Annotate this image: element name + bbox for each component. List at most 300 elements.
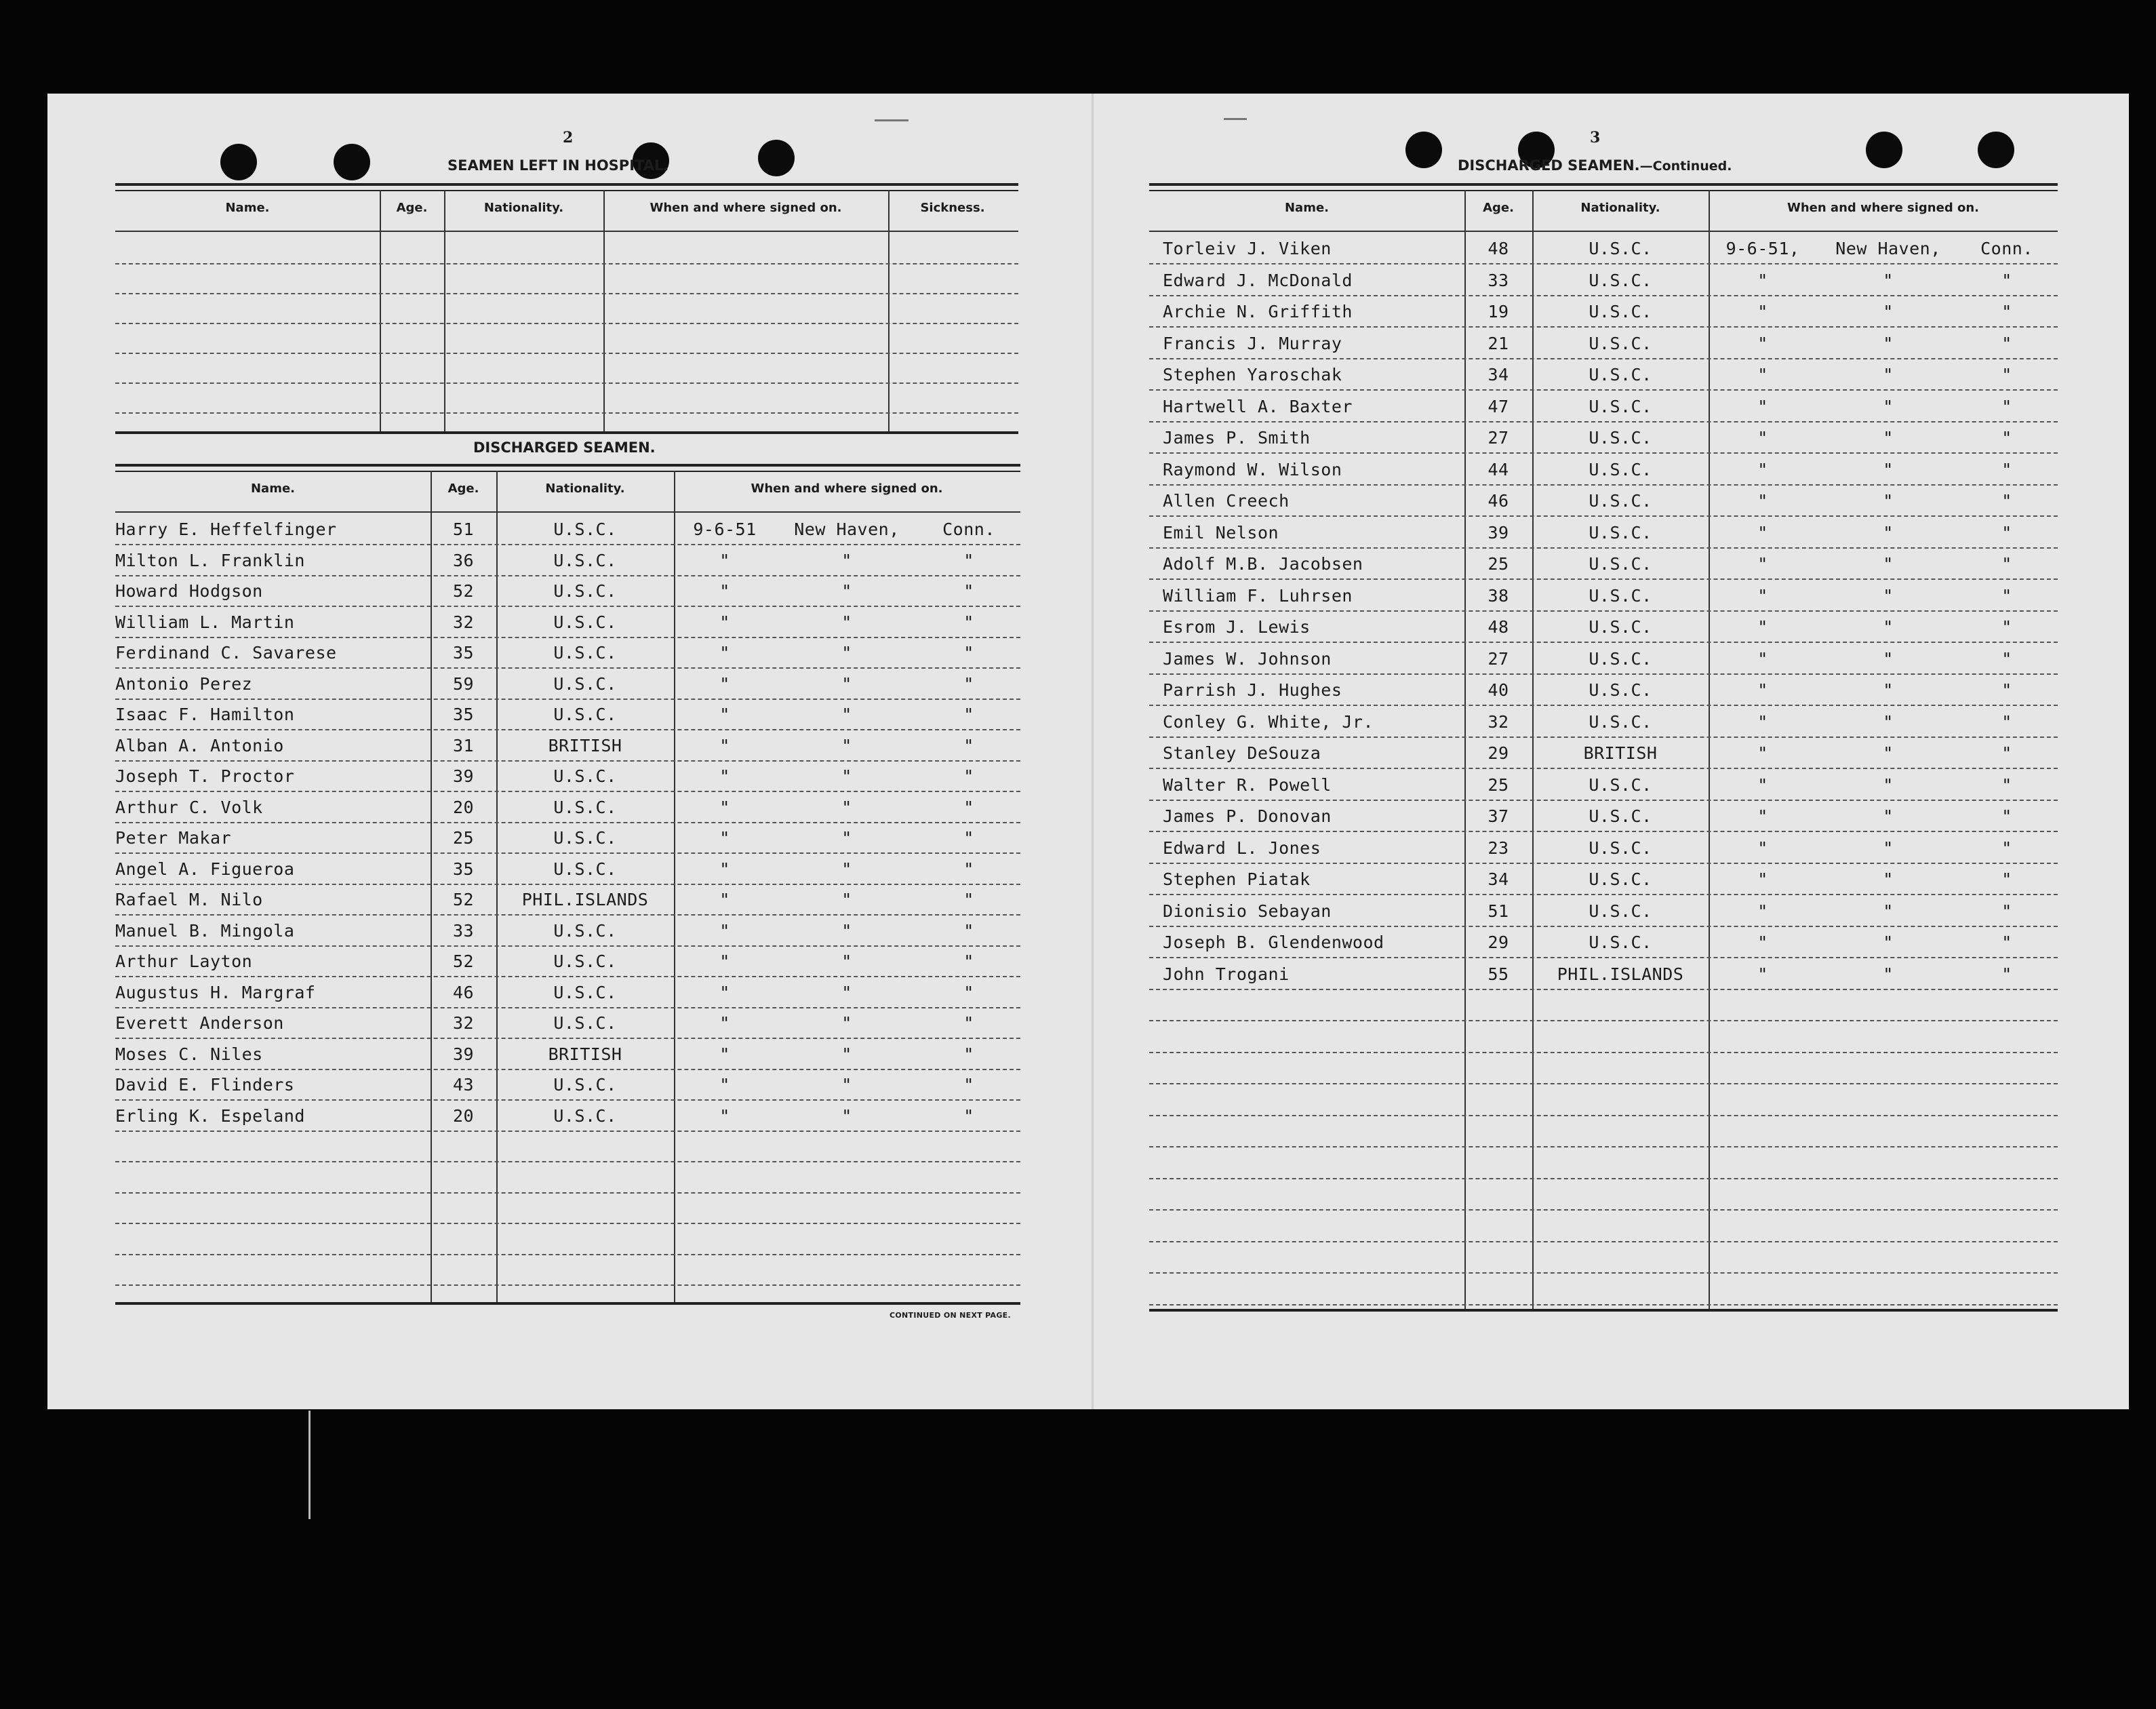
seaman-nationality: U.S.C. — [1589, 333, 1652, 353]
section-title-text: DISCHARGED SEAMEN. — [1458, 157, 1640, 174]
table-row — [115, 1075, 1020, 1105]
seaman-nationality: U.S.C. — [553, 828, 617, 848]
row-rule — [1149, 484, 2058, 486]
seaman-name: Peter Makar — [115, 828, 232, 848]
seaman-nationality: U.S.C. — [553, 1075, 617, 1095]
discharged-continued-title — [1458, 157, 1732, 174]
seaman-age: 33 — [1488, 270, 1509, 290]
signed-on-date: " — [719, 673, 730, 694]
signed-on-place: " — [1883, 428, 1894, 448]
signed-on-state: " — [2001, 617, 2012, 637]
row-rule — [115, 544, 1020, 545]
col-header-name: Name. — [250, 482, 295, 496]
seaman-name: Conley G. White, Jr. — [1163, 711, 1374, 732]
signed-on-date: " — [1757, 680, 1768, 700]
seaman-nationality: U.S.C. — [553, 612, 617, 632]
seaman-name: Howard Hodgson — [115, 581, 263, 601]
scan-mark — [308, 1411, 311, 1519]
col-header-signed-on: When and where signed on. — [1786, 201, 1980, 215]
signed-on-state: " — [963, 735, 974, 755]
seaman-name: John Trogani — [1163, 964, 1290, 984]
seaman-nationality: PHIL.ISLANDS — [521, 890, 649, 909]
row-rule — [115, 729, 1020, 730]
signed-on-state: " — [2001, 711, 2012, 732]
seaman-age: 33 — [452, 920, 475, 941]
right-page — [1149, 94, 2061, 1409]
signed-on-state: " — [2001, 932, 2012, 952]
signed-on-place: " — [1883, 806, 1894, 826]
seaman-age: 32 — [1488, 711, 1509, 732]
seaman-name: Hartwell A. Baxter — [1163, 396, 1353, 416]
seaman-name: Emil Nelson — [1163, 522, 1279, 543]
seaman-name: Stephen Yaroschak — [1163, 365, 1342, 385]
ink-smudge — [875, 119, 909, 121]
page-number: 2 — [563, 129, 574, 146]
seaman-nationality: U.S.C. — [1589, 617, 1652, 637]
table-row — [1149, 743, 2058, 773]
table-row — [115, 983, 1020, 1013]
signed-on-place: " — [841, 735, 852, 755]
seaman-name: Everett Anderson — [115, 1013, 284, 1033]
signed-on-state: " — [2001, 743, 2012, 763]
seaman-age: 40 — [1488, 680, 1509, 700]
blank-row-rule — [1149, 1115, 2058, 1116]
signed-on-place: " — [1883, 522, 1894, 543]
seaman-nationality: U.S.C. — [553, 859, 617, 879]
signed-on-date: " — [719, 550, 730, 570]
seaman-nationality: U.S.C. — [553, 766, 617, 786]
seaman-age: 43 — [452, 1075, 475, 1095]
signed-on-date: " — [1757, 901, 1768, 921]
signed-on-date: " — [1757, 396, 1768, 416]
blank-row-rule — [1149, 1178, 2058, 1179]
signed-on-place: " — [1883, 838, 1894, 858]
signed-on-state: " — [2001, 901, 2012, 921]
signed-on-date: " — [719, 797, 730, 817]
punch-hole — [1866, 132, 1902, 168]
seaman-age: 20 — [452, 1105, 475, 1126]
table-row — [115, 551, 1020, 581]
blank-row-rule — [1149, 1020, 2058, 1021]
discharged-table-right — [1149, 183, 2058, 1310]
row-rule — [1149, 957, 2058, 958]
signed-on-state: " — [2001, 964, 2012, 984]
signed-on-place: " — [1883, 932, 1894, 952]
signed-on-date: " — [719, 1044, 730, 1064]
signed-on-place: " — [841, 828, 852, 848]
signed-on-date: 9-6-51 — [693, 519, 757, 539]
signed-on-place: " — [841, 920, 852, 941]
signed-on-date: " — [1757, 333, 1768, 353]
row-rule — [1149, 389, 2058, 391]
seaman-age: 52 — [452, 890, 475, 909]
table-row — [1149, 806, 2058, 836]
table-row — [1149, 365, 2058, 395]
signed-on-state: " — [963, 797, 974, 817]
seaman-age: 25 — [1488, 774, 1509, 795]
signed-on-place: " — [1883, 585, 1894, 606]
table-row — [1149, 586, 2058, 616]
signed-on-state: " — [963, 859, 974, 879]
signed-on-place: " — [841, 1075, 852, 1095]
blank-row-rule — [1149, 1083, 2058, 1084]
blank-row-rule — [1149, 1209, 2058, 1211]
signed-on-place: New Haven, — [1835, 239, 1941, 258]
table-row — [1149, 901, 2058, 931]
signed-on-date: " — [719, 1105, 730, 1126]
row-rule — [115, 852, 1020, 854]
table-row — [1149, 932, 2058, 962]
table-row — [115, 1013, 1020, 1043]
table-row — [1149, 239, 2058, 269]
signed-on-place: " — [841, 673, 852, 694]
signed-on-date: " — [719, 982, 730, 1002]
signed-on-date: " — [1757, 617, 1768, 637]
row-rule — [115, 637, 1020, 638]
row-rule — [1149, 515, 2058, 517]
row-rule — [115, 884, 1020, 885]
table-row — [115, 921, 1020, 951]
seaman-age: 46 — [452, 982, 475, 1002]
seaman-name: Augustus H. Margraf — [115, 982, 316, 1002]
row-rule — [115, 667, 1020, 669]
punch-hole — [1978, 132, 2014, 168]
seaman-age: 25 — [1488, 554, 1509, 574]
signed-on-place: " — [1883, 711, 1894, 732]
row-rule — [1149, 894, 2058, 895]
signed-on-place: " — [841, 705, 852, 724]
seaman-name: Alban A. Antonio — [115, 735, 284, 755]
table-row — [1149, 460, 2058, 490]
seaman-nationality: BRITISH — [548, 735, 622, 755]
seaman-name: Joseph B. Glendenwood — [1163, 932, 1384, 952]
signed-on-state: " — [2001, 459, 2012, 479]
seaman-nationality: U.S.C. — [553, 1013, 617, 1033]
seaman-age: 52 — [452, 581, 475, 601]
signed-on-state: " — [2001, 806, 2012, 826]
seaman-nationality: U.S.C. — [553, 550, 617, 570]
seaman-name: James P. Smith — [1163, 428, 1311, 448]
signed-on-date: " — [719, 612, 730, 632]
signed-on-place: " — [1883, 270, 1894, 290]
signed-on-place: " — [841, 890, 852, 909]
seaman-nationality: U.S.C. — [1589, 680, 1652, 700]
signed-on-state: " — [963, 766, 974, 786]
seaman-age: 52 — [452, 951, 475, 971]
col-header-nationality: Nationality. — [483, 201, 564, 215]
seaman-age: 47 — [1488, 396, 1509, 416]
seaman-name: Arthur Layton — [115, 951, 253, 971]
row-rule — [115, 914, 1020, 916]
blank-row-rule — [1149, 1052, 2058, 1053]
signed-on-date: " — [719, 643, 730, 663]
seaman-nationality: PHIL.ISLANDS — [1557, 964, 1684, 984]
table-row — [115, 674, 1020, 704]
punch-hole — [758, 140, 795, 176]
seaman-nationality: U.S.C. — [1589, 901, 1652, 921]
col-header-signed-on: When and where signed on. — [751, 482, 943, 496]
signed-on-state: " — [963, 581, 974, 601]
signed-on-state: " — [963, 1105, 974, 1126]
seaman-age: 39 — [1488, 522, 1509, 543]
seaman-age: 31 — [452, 735, 475, 755]
punch-hole — [220, 144, 257, 180]
seaman-age: 48 — [1488, 239, 1509, 258]
table-row — [115, 859, 1020, 889]
seaman-name: Edward L. Jones — [1163, 838, 1321, 858]
table-row — [115, 890, 1020, 920]
signed-on-state: " — [963, 951, 974, 971]
seaman-nationality: U.S.C. — [553, 797, 617, 817]
signed-on-place: " — [841, 982, 852, 1002]
row-rule — [115, 699, 1020, 700]
punch-hole — [1405, 132, 1442, 168]
seaman-name: Torleiv J. Viken — [1163, 239, 1332, 258]
signed-on-date: " — [1757, 711, 1768, 732]
signed-on-date: " — [719, 951, 730, 971]
seaman-name: Moses C. Niles — [115, 1044, 263, 1064]
seaman-age: 39 — [452, 766, 475, 786]
signed-on-state: " — [2001, 774, 2012, 795]
seaman-name: Angel A. Figueroa — [115, 859, 295, 879]
table-row — [1149, 554, 2058, 584]
signed-on-state: " — [963, 612, 974, 632]
seaman-nationality: U.S.C. — [1589, 869, 1652, 889]
signed-on-date: " — [1757, 932, 1768, 952]
seaman-name: James P. Donovan — [1163, 806, 1332, 826]
signed-on-place: " — [1883, 554, 1894, 574]
blank-row-rule — [115, 1192, 1020, 1194]
seaman-nationality: U.S.C. — [1589, 239, 1652, 258]
seaman-name: Parrish J. Hughes — [1163, 680, 1342, 700]
seaman-age: 25 — [452, 828, 475, 848]
seaman-age: 35 — [452, 859, 475, 879]
col-header-nationality: Nationality. — [1580, 201, 1660, 215]
signed-on-place: New Haven, — [794, 519, 900, 539]
signed-on-date: " — [1757, 428, 1768, 448]
signed-on-state: Conn. — [942, 519, 995, 539]
signed-on-date: " — [1757, 774, 1768, 795]
section-title-suffix: —Continued. — [1639, 159, 1732, 174]
signed-on-date: " — [719, 705, 730, 724]
row-rule — [1149, 736, 2058, 738]
row-rule — [1149, 673, 2058, 675]
seaman-age: 39 — [452, 1044, 475, 1064]
signed-on-state: " — [963, 705, 974, 724]
table-row — [1149, 428, 2058, 458]
signed-on-date: " — [1757, 838, 1768, 858]
hospital-table — [115, 183, 1018, 434]
row-rule — [1149, 989, 2058, 990]
signed-on-place: " — [841, 1044, 852, 1064]
row-rule — [1149, 800, 2058, 801]
seaman-age: 59 — [452, 673, 475, 694]
table-row — [1149, 271, 2058, 300]
table-row — [115, 736, 1020, 766]
blank-row-rule — [1149, 1146, 2058, 1147]
seaman-age: 29 — [1488, 743, 1509, 763]
seaman-nationality: U.S.C. — [1589, 554, 1652, 574]
seaman-name: Esrom J. Lewis — [1163, 617, 1311, 637]
seaman-nationality: U.S.C. — [1589, 774, 1652, 795]
seaman-nationality: BRITISH — [548, 1044, 622, 1064]
signed-on-state: " — [963, 1044, 974, 1064]
blank-row-rule — [115, 1223, 1020, 1224]
signed-on-state: " — [963, 1013, 974, 1033]
signed-on-date: " — [1757, 270, 1768, 290]
seaman-nationality: U.S.C. — [1589, 459, 1652, 479]
row-rule — [115, 606, 1020, 607]
seaman-name: Erling K. Espeland — [115, 1105, 305, 1126]
signed-on-date: " — [719, 766, 730, 786]
table-row — [115, 705, 1020, 734]
signed-on-place: " — [1883, 491, 1894, 511]
seaman-age: 44 — [1488, 459, 1509, 479]
table-row — [115, 519, 1020, 549]
col-header-signed-on: When and where signed on. — [650, 201, 842, 215]
signed-on-state: " — [2001, 270, 2012, 290]
table-row — [1149, 397, 2058, 427]
seaman-nationality: U.S.C. — [553, 982, 617, 1002]
row-rule — [1149, 452, 2058, 454]
discharged-table-left — [115, 464, 1020, 1305]
row-rule — [1149, 358, 2058, 359]
signed-on-state: Conn. — [1980, 239, 2033, 258]
seaman-nationality: U.S.C. — [1589, 932, 1652, 952]
table-row — [1149, 964, 2058, 994]
seaman-nationality: U.S.C. — [1589, 365, 1652, 385]
signed-on-place: " — [841, 859, 852, 879]
seaman-age: 29 — [1488, 932, 1509, 952]
seaman-age: 23 — [1488, 838, 1509, 858]
blank-row-rule — [1149, 1304, 2058, 1305]
row-rule — [1149, 578, 2058, 580]
table-row — [1149, 334, 2058, 364]
table-row — [1149, 491, 2058, 521]
seaman-name: Dionisio Sebayan — [1163, 901, 1332, 921]
row-rule — [1149, 421, 2058, 423]
seaman-age: 51 — [452, 519, 475, 539]
row-rule — [1149, 610, 2058, 612]
signed-on-place: " — [1883, 869, 1894, 889]
signed-on-date: " — [1757, 964, 1768, 984]
signed-on-state: " — [2001, 302, 2012, 321]
seaman-nationality: U.S.C. — [1589, 806, 1652, 826]
signed-on-place: " — [841, 1013, 852, 1033]
signed-on-state: " — [963, 828, 974, 848]
seaman-age: 32 — [452, 612, 475, 632]
seaman-name: Stanley DeSouza — [1163, 743, 1321, 763]
signed-on-place: " — [1883, 901, 1894, 921]
signed-on-state: " — [2001, 428, 2012, 448]
signed-on-date: " — [1757, 302, 1768, 321]
signed-on-place: " — [1883, 333, 1894, 353]
signed-on-date: " — [719, 859, 730, 879]
seaman-age: 21 — [1488, 333, 1509, 353]
col-header-sickness: Sickness. — [920, 201, 985, 215]
signed-on-state: " — [2001, 365, 2012, 385]
seaman-name: Harry E. Heffelfinger — [115, 519, 337, 539]
row-rule — [115, 791, 1020, 792]
signed-on-date: " — [719, 828, 730, 848]
signed-on-state: " — [2001, 680, 2012, 700]
signed-on-date: " — [1757, 743, 1768, 763]
table-row — [115, 1044, 1020, 1074]
seaman-nationality: U.S.C. — [553, 920, 617, 941]
seaman-age: 20 — [452, 797, 475, 817]
col-header-age: Age. — [396, 201, 428, 215]
seaman-name: James W. Johnson — [1163, 648, 1332, 669]
page-number: 3 — [1590, 129, 1601, 146]
seaman-nationality: U.S.C. — [1589, 711, 1652, 732]
signed-on-date: " — [719, 920, 730, 941]
col-header-nationality: Nationality. — [545, 482, 625, 496]
signed-on-place: " — [841, 766, 852, 786]
signed-on-place: " — [841, 550, 852, 570]
seaman-age: 36 — [452, 550, 475, 570]
seaman-nationality: U.S.C. — [553, 951, 617, 971]
row-rule — [1149, 547, 2058, 549]
table-row — [115, 828, 1020, 858]
signed-on-state: " — [2001, 869, 2012, 889]
seaman-age: 34 — [1488, 869, 1509, 889]
signed-on-state: " — [2001, 838, 2012, 858]
row-rule — [1149, 263, 2058, 264]
seaman-age: 55 — [1488, 964, 1509, 984]
table-row — [1149, 523, 2058, 553]
seaman-name: David E. Flinders — [115, 1075, 295, 1095]
table-row — [115, 581, 1020, 611]
blank-row-rule — [1149, 1241, 2058, 1242]
seaman-nationality: U.S.C. — [1589, 396, 1652, 416]
seaman-name: Rafael M. Nilo — [115, 890, 263, 909]
col-header-name: Name. — [1284, 201, 1329, 215]
table-row — [115, 1106, 1020, 1136]
col-header-age: Age. — [1483, 201, 1514, 215]
table-row — [115, 951, 1020, 981]
signed-on-place: " — [841, 1105, 852, 1126]
blank-row-rule — [115, 1161, 1020, 1162]
table-row — [115, 798, 1020, 827]
seaman-nationality: U.S.C. — [1589, 270, 1652, 290]
seaman-nationality: U.S.C. — [553, 673, 617, 694]
table-row — [1149, 869, 2058, 899]
row-rule — [115, 1038, 1020, 1039]
signed-on-place: " — [1883, 680, 1894, 700]
seaman-nationality: U.S.C. — [1589, 585, 1652, 606]
signed-on-state: " — [2001, 333, 2012, 353]
seaman-name: Archie N. Griffith — [1163, 302, 1353, 321]
seaman-name: Edward J. McDonald — [1163, 270, 1353, 290]
seaman-name: William L. Martin — [115, 612, 295, 632]
row-rule — [115, 1069, 1020, 1070]
signed-on-state: " — [963, 673, 974, 694]
signed-on-state: " — [2001, 522, 2012, 543]
hospital-section-title: SEAMEN LEFT IN HOSPITAL. — [447, 157, 669, 174]
row-rule — [1149, 768, 2058, 769]
signed-on-state: " — [963, 890, 974, 909]
blank-row-rule — [115, 1284, 1020, 1286]
signed-on-date: " — [719, 890, 730, 909]
page-fold — [1092, 94, 1094, 1409]
seaman-nationality: U.S.C. — [1589, 838, 1652, 858]
signed-on-place: " — [1883, 617, 1894, 637]
seaman-name: William F. Luhrsen — [1163, 585, 1353, 606]
seaman-name: Isaac F. Hamilton — [115, 705, 295, 724]
ink-smudge — [1224, 118, 1247, 120]
seaman-age: 51 — [1488, 901, 1509, 921]
seaman-age: 46 — [1488, 491, 1509, 511]
